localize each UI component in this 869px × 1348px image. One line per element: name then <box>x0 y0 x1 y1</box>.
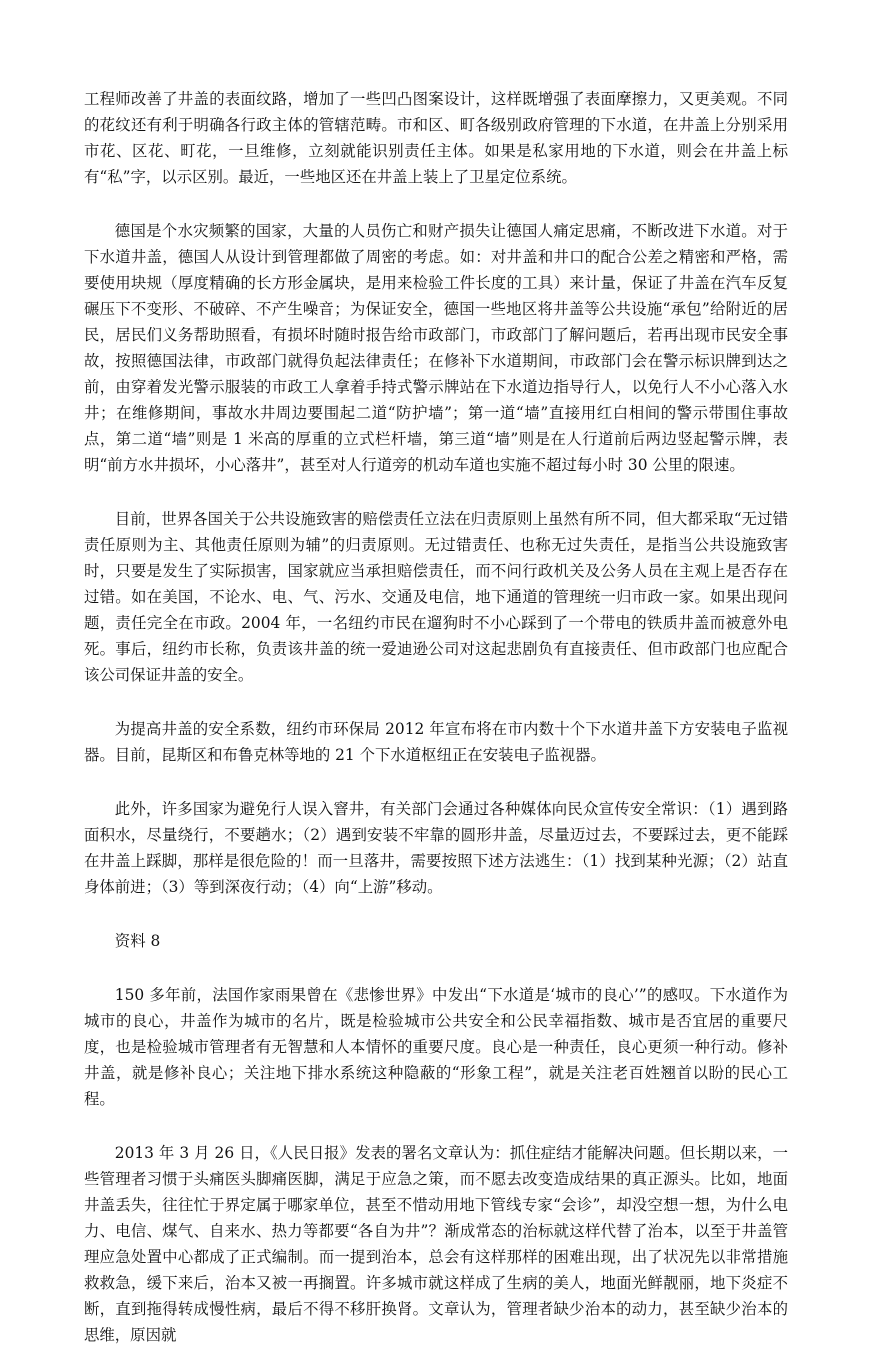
paragraph-liability-principles: 目前，世界各国关于公共设施致害的赔偿责任立法在归责原则上虽然有所不同，但大都采取“无过错责任原则为主、其他责任原则为辅”的归责原则。无过错责任、也称无过失责任，是指当公共设施致害时，只要是发生了实际损害，国家就应当承担赔偿责任，而不问行政机关及公务人员在主观上是否存在过错。如在美国，不论水、电、气、污水、交通及电信，地下通道的管理统一归市政一家。如果出现问题，责任完全在市政。2004 年，一名纽约市民在遛狗时不小心踩到了一个带电的铁质井盖而被意外电死。事后，纽约市长称，负责该井盖的统一爱迪逊公司对这起悲剧负有直接责任、但市政部门也应配合该公司保证井盖的安全。 <box>84 510 788 684</box>
paragraph-germany-sewers: 德国是个水灾频繁的国家，大量的人员伤亡和财产损失让德国人痛定思痛，不断改进下水道。对于下水道井盖，德国人从设计到管理都做了周密的考虑。如：对井盖和井口的配合公差之精密和严格，需要使用块规（厚度精确的长方形金属块，是用来检验工件长度的工具）来计量，保证了井盖在汽车反复碾压下不变形、不破碎、不产生噪音；为保证安全，德国一些地区将井盖等公共设施“承包”给附近的居民，居民们义务帮助照看，有损坏时随时报告给市政部门，市政部门了解问题后，若再出现市民安全事故，按照德国法律，市政部门就得负起法律责任；在修补下水道期间，市政部门会在警示标识牌到达之前，由穿着发光警示服装的市政工人拿着手持式警示牌站在下水道边指导行人，以免行人不小心落入水井；在维修期间，事故水井周边要围起二道“防护墙”；第一道“墙”直接用红白相间的警示带围住事故点，第二道“墙”则是 1 米高的厚重的立式栏杆墙，第三道“墙”则是在人行道前后两边竖起警示牌，表明“前方水井损坏，小心落井”，甚至对人行道旁的机动车道也实施不超过每小时 30 公里的限速。 <box>84 222 788 474</box>
paragraph-japan-manhole-covers: 工程师改善了井盖的表面纹路，增加了一些凹凸图案设计，这样既增强了表面摩擦力，又更美观。不同的花纹还有利于明确各行政主体的管辖范畴。市和区、町各级别政府管理的下水道，在井盖上分别采用市花、区花、町花，一旦维修，立刻就能识别责任主体。如果是私家用地的下水道，则会在井盖上标有“私”字，以示区别。最近，一些地区还在井盖上装上了卫星定位系统。 <box>84 90 788 186</box>
paragraph-safety-tips: 此外，许多国家为避免行人误入窨井，有关部门会通过各种媒体向民众宣传安全常识：（1）遇到路面积水，尽量绕行，不要趟水；（2）遇到安装不牢靠的圆形井盖，尽量迈过去，不要踩过去，更不能踩在井盖上踩脚，那样是很危险的！而一旦落井，需要按照下述方法逃生：（1）找到某种光源；（2）站直身体前进；（3）等到深夜行动；（4）向“上游”移动。 <box>84 800 788 896</box>
section-heading-material-8: 资料 8 <box>114 932 161 950</box>
paragraph-peoples-daily-article: 2013 年 3 月 26 日，《人民日报》发表的署名文章认为：抓住症结才能解决问题。但长期以来，一些管理者习惯于头痛医头脚痛医脚，满足于应急之策，而不愿去改变造成结果的真正源头。比如，地面井盖丢失，往往忙于界定属于哪家单位，甚至不惜动用地下管线专家“会诊”，却没空想一想，为什么电力、电信、煤气、自来水、热力等都要“各自为井”？渐成常态的治标就这样代替了治本，以至于井盖管理应急处置中心都成了正式编制。而一提到治本，总会有这样那样的困难出现，出了状况先以非常措施救救急，缓下来后，治本又被一再搁置。许多城市就这样成了生病的美人，地面光鲜靓丽，地下炎症不断，直到拖得转成慢性病，最后不得不移肝换肾。文章认为，管理者缺少治本的动力，甚至缺少治本的思维，原因就 <box>84 1144 788 1344</box>
document-page <box>84 86 788 1348</box>
paragraph-new-york-monitors: 为提高井盖的安全系数，纽约市环保局 2012 年宣布将在市内数十个下水道井盖下方安装电子监视器。目前，昆斯区和布鲁克林等地的 21 个下水道枢纽正在安装电子监视器。 <box>84 720 788 764</box>
paragraph-hugo-city-conscience: 150 多年前，法国作家雨果曾在《悲惨世界》中发出“下水道是‘城市的良心’”的感叹。下水道作为城市的良心，井盖作为城市的名片，既是检验城市公共安全和公民幸福指数、城市是否宜居的重要尺度，也是检验城市管理者有无智慧和人本情怀的重要尺度。良心是一种责任，良心更须一种行动。修补井盖，就是修补良心；关注地下排水系统这种隐蔽的“形象工程”，就是关注老百姓翘首以盼的民心工程。 <box>84 986 788 1108</box>
